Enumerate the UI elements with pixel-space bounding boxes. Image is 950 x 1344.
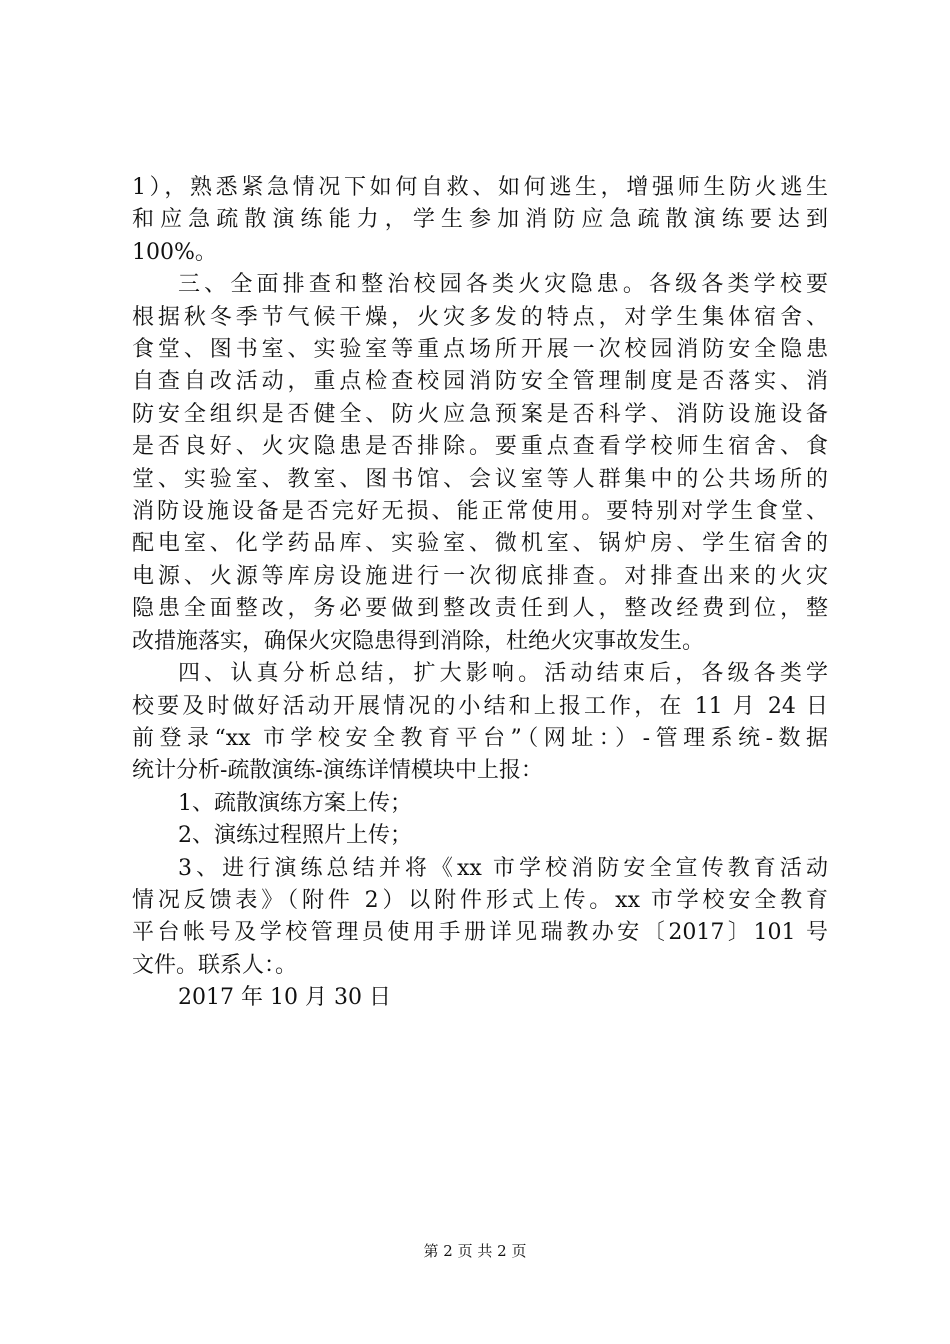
text-line: 1、疏散演练方案上传；	[178, 790, 412, 816]
text-line: 2017 年 10 月 30 日	[178, 985, 391, 1011]
text-line: 隐患全面整改，务必要做到整改责任到人，整改经费到位，整	[132, 596, 828, 622]
text-line: 改措施落实，确保火灾隐患得到消除，杜绝火灾事故发生。	[132, 628, 705, 654]
text-line: 电源、火源等库房设施进行一次彻底排查。对排查出来的火灾	[132, 563, 828, 589]
document-body	[132, 172, 828, 1015]
text-line: 防安全组织是否健全、防火应急预案是否科学、消防设施设备	[132, 401, 828, 427]
text-line: 自查自改活动，重点检查校园消防安全管理制度是否落实、消	[132, 369, 828, 395]
text-line: 文件。联系人：。	[132, 952, 298, 978]
text-line: 根据秋冬季节气候干燥，火灾多发的特点，对学生集体宿舍、	[132, 304, 828, 330]
text-line: 堂、实验室、教室、图书馆、会议室等人群集中的公共场所的	[132, 466, 828, 492]
text-line: 情况反馈表》（附件 2）以附件形式上传。xx 市学校安全教育	[132, 887, 828, 913]
page-footer: 第 2 页 共 2 页	[423, 1242, 527, 1260]
text-line: 三、全面排查和整治校园各类火灾隐患。各级各类学校要	[178, 272, 828, 298]
text-line: 平台帐号及学校管理员使用手册详见瑞教办安〔2017〕101 号	[132, 920, 828, 946]
text-line: 四、认真分析总结，扩大影响。活动结束后，各级各类学	[178, 661, 828, 687]
text-line: 配电室、化学药品库、实验室、微机室、锅炉房、学生宿舍的	[132, 531, 828, 557]
text-line: 是否良好、火灾隐患是否排除。要重点查看学校师生宿舍、食	[132, 434, 828, 460]
text-line: 前登录“xx 市学校安全教育平台”（网址：）-管理系统-数据	[132, 725, 828, 751]
text-line: 2、演练过程照片上传；	[178, 823, 412, 849]
text-line: 和应急疏散演练能力，学生参加消防应急疏散演练要达到	[132, 207, 828, 233]
text-line: 消防设施设备是否完好无损、能正常使用。要特别对学生食堂、	[132, 499, 828, 525]
text-line: 100%。	[132, 239, 217, 265]
text-line: 食堂、图书室、实验室等重点场所开展一次校园消防安全隐患	[132, 337, 828, 363]
text-line: 校要及时做好活动开展情况的小结和上报工作，在 11 月 24 日	[132, 693, 828, 719]
text-line: 1），熟悉紧急情况下如何自救、如何逃生，增强师生防火逃生	[132, 175, 828, 200]
text-line: 统计分析-疏散演练-演练详情模块中上报：	[132, 758, 543, 784]
text-line: 3、进行演练总结并将《xx 市学校消防安全宣传教育活动	[178, 855, 828, 881]
